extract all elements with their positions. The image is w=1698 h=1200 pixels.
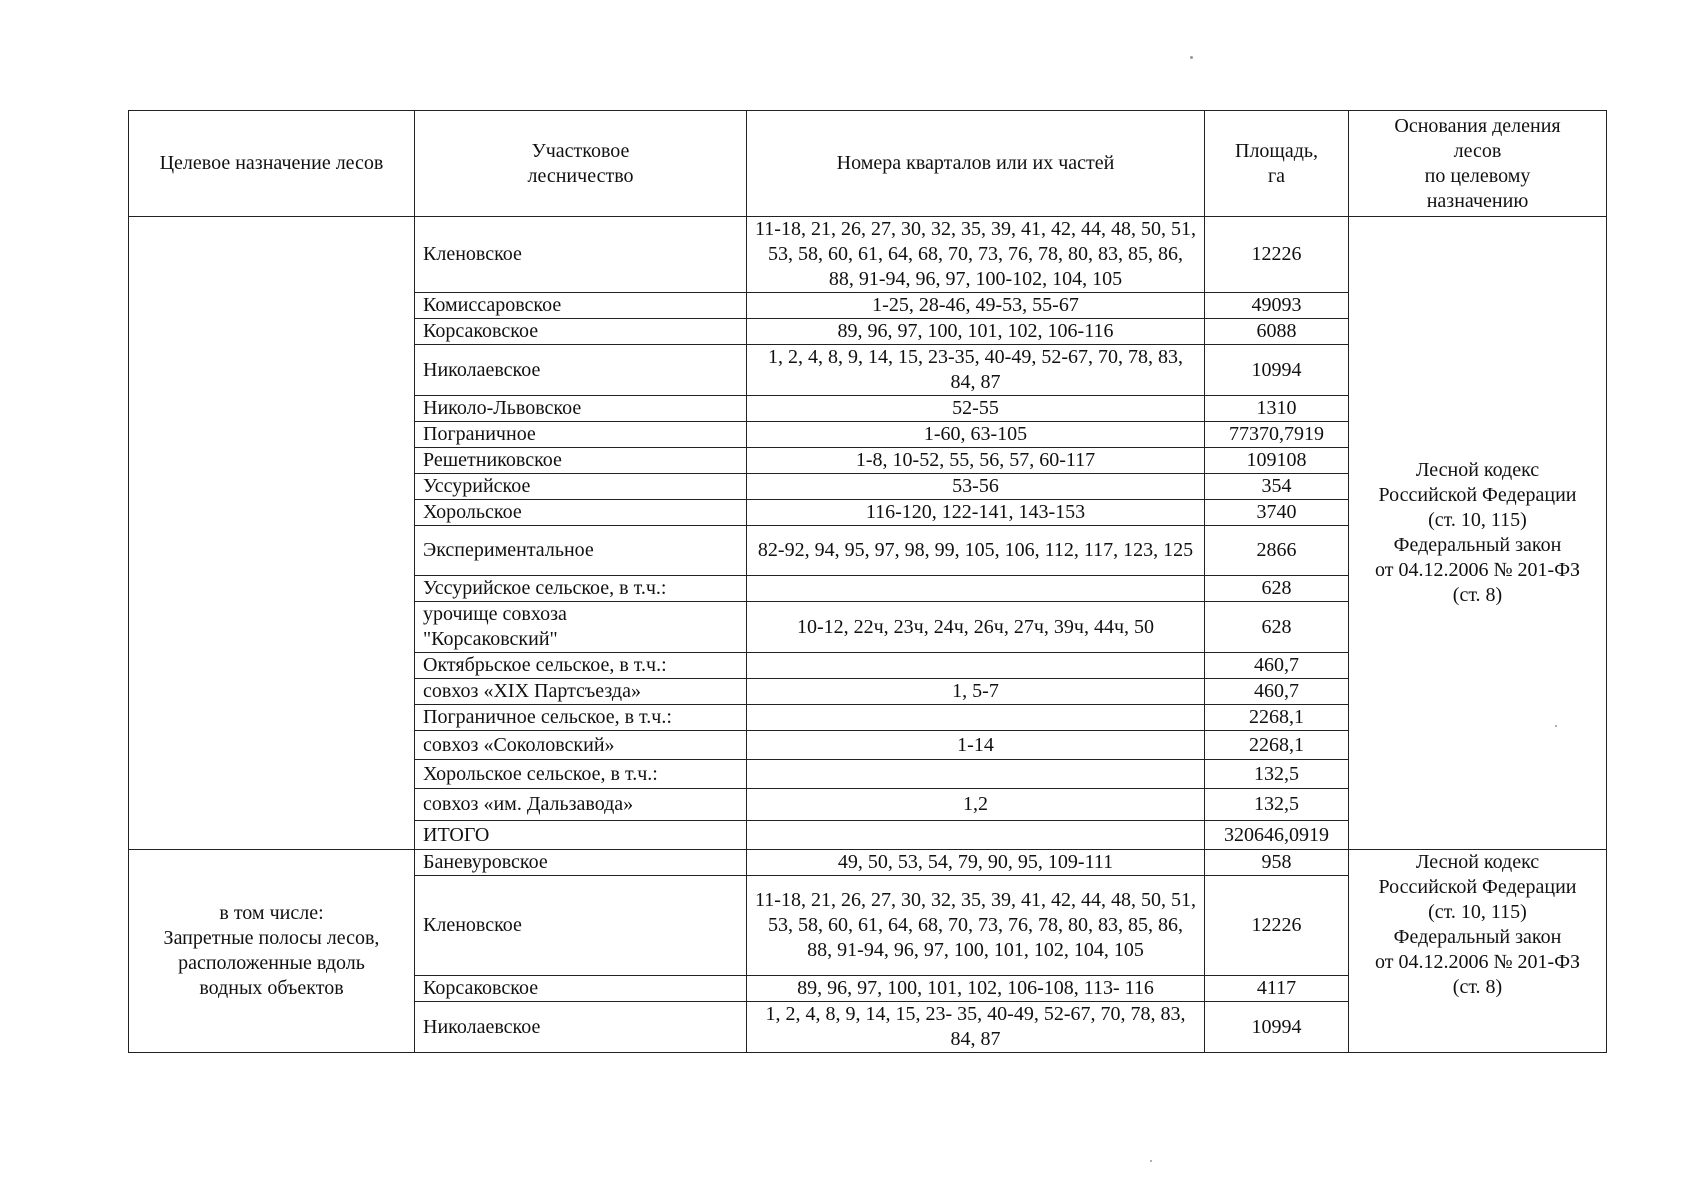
- purpose-cell: [129, 217, 415, 850]
- quarters-cell: 1, 5-7: [747, 679, 1205, 705]
- area-cell: 2268,1: [1205, 705, 1349, 731]
- quarters-cell: 11-18, 21, 26, 27, 30, 32, 35, 39, 41, 42, 44, 48, 50, 51, 53, 58, 60, 61, 64, 68, 70, 73, 76, 78, 80, 83, 85, 86, 88, 91-94, 96, 97, 100-102, 104, 105: [747, 217, 1205, 293]
- area-cell: 460,7: [1205, 653, 1349, 679]
- header-forestry: Участковое лесничество: [415, 111, 747, 217]
- forestry-cell: Корсаковское: [415, 976, 747, 1002]
- forestry-cell: Баневуровское: [415, 850, 747, 876]
- area-cell: 12226: [1205, 217, 1349, 293]
- area-cell: 4117: [1205, 976, 1349, 1002]
- area-cell: 354: [1205, 474, 1349, 500]
- forestry-cell: урочище совхоза "Корсаковский": [415, 602, 747, 653]
- forestry-cell: Экспериментальное: [415, 526, 747, 576]
- basis-cell: Лесной кодекс Российской Федерации (ст. 10, 115) Федеральный закон от 04.12.2006 № 201-ФЗ (ст. 8): [1349, 217, 1607, 850]
- forestry-cell: совхоз «Соколовский»: [415, 731, 747, 760]
- quarters-cell: 1, 2, 4, 8, 9, 14, 15, 23-35, 40-49, 52-67, 70, 78, 83, 84, 87: [747, 345, 1205, 396]
- area-cell: 132,5: [1205, 760, 1349, 789]
- area-cell: 3740: [1205, 500, 1349, 526]
- quarters-cell: 52-55: [747, 396, 1205, 422]
- forestry-cell: Корсаковское: [415, 319, 747, 345]
- header-area: Площадь, га: [1205, 111, 1349, 217]
- quarters-cell: 10-12, 22ч, 23ч, 24ч, 26ч, 27ч, 39ч, 44ч, 50: [747, 602, 1205, 653]
- forestry-cell: Решетниковское: [415, 448, 747, 474]
- quarters-cell: 1-25, 28-46, 49-53, 55-67: [747, 293, 1205, 319]
- quarters-cell: [747, 760, 1205, 789]
- header-purpose: Целевое назначение лесов: [129, 111, 415, 217]
- quarters-cell: [747, 821, 1205, 850]
- quarters-cell: [747, 653, 1205, 679]
- forestry-cell: Уссурийское сельское, в т.ч.:: [415, 576, 747, 602]
- quarters-cell: [747, 576, 1205, 602]
- quarters-cell: 89, 96, 97, 100, 101, 102, 106-116: [747, 319, 1205, 345]
- forestry-cell: Уссурийское: [415, 474, 747, 500]
- area-cell: 2866: [1205, 526, 1349, 576]
- forestry-cell: Николо-Львовское: [415, 396, 747, 422]
- area-cell: 628: [1205, 576, 1349, 602]
- forestry-cell: Хорольское: [415, 500, 747, 526]
- quarters-cell: 1,2: [747, 789, 1205, 821]
- scan-speck: [1555, 725, 1557, 727]
- forestry-cell: Хорольское сельское, в т.ч.:: [415, 760, 747, 789]
- area-cell: 628: [1205, 602, 1349, 653]
- header-quarters: Номера кварталов или их частей: [747, 111, 1205, 217]
- area-cell: 6088: [1205, 319, 1349, 345]
- forestry-cell: совхоз «им. Дальзавода»: [415, 789, 747, 821]
- forestry-cell: Кленовское: [415, 876, 747, 976]
- area-cell: 77370,7919: [1205, 422, 1349, 448]
- header-basis: Основания деления лесов по целевому назначению: [1349, 111, 1607, 217]
- quarters-cell: 82-92, 94, 95, 97, 98, 99, 105, 106, 112, 117, 123, 125: [747, 526, 1205, 576]
- forestry-cell: Пограничное: [415, 422, 747, 448]
- forestry-cell: Пограничное сельское, в т.ч.:: [415, 705, 747, 731]
- area-cell: 10994: [1205, 345, 1349, 396]
- forestry-cell: Кленовское: [415, 217, 747, 293]
- forestry-cell: совхоз «XIX Партсъезда»: [415, 679, 747, 705]
- table-header-row: [129, 111, 1607, 217]
- forestry-cell: ИТОГО: [415, 821, 747, 850]
- forestry-cell: Комиссаровское: [415, 293, 747, 319]
- forestry-cell: Николаевское: [415, 345, 747, 396]
- scan-speck: [1150, 1160, 1152, 1162]
- table-row: [129, 217, 1607, 293]
- quarters-cell: 49, 50, 53, 54, 79, 90, 95, 109-111: [747, 850, 1205, 876]
- area-cell: 132,5: [1205, 789, 1349, 821]
- area-cell: 109108: [1205, 448, 1349, 474]
- forestry-cell: Октябрьское сельское, в т.ч.:: [415, 653, 747, 679]
- basis-cell: Лесной кодекс Российской Федерации (ст. 10, 115) Федеральный закон от 04.12.2006 № 201-ФЗ (ст. 8): [1349, 850, 1607, 1053]
- table-row: [129, 850, 1607, 876]
- quarters-cell: 1, 2, 4, 8, 9, 14, 15, 23- 35, 40-49, 52-67, 70, 78, 83, 84, 87: [747, 1002, 1205, 1053]
- forest-purpose-table: [128, 110, 1607, 1053]
- area-cell: 1310: [1205, 396, 1349, 422]
- quarters-cell: 116-120, 122-141, 143-153: [747, 500, 1205, 526]
- area-cell: 12226: [1205, 876, 1349, 976]
- area-cell: 49093: [1205, 293, 1349, 319]
- area-cell: 320646,0919: [1205, 821, 1349, 850]
- quarters-cell: 89, 96, 97, 100, 101, 102, 106-108, 113- 116: [747, 976, 1205, 1002]
- forestry-cell: Николаевское: [415, 1002, 747, 1053]
- area-cell: 10994: [1205, 1002, 1349, 1053]
- quarters-cell: 1-14: [747, 731, 1205, 760]
- quarters-cell: 1-8, 10-52, 55, 56, 57, 60-117: [747, 448, 1205, 474]
- quarters-cell: 11-18, 21, 26, 27, 30, 32, 35, 39, 41, 42, 44, 48, 50, 51, 53, 58, 60, 61, 64, 68, 70, 73, 76, 78, 80, 83, 85, 86, 88, 91-94, 96, 97, 100, 101, 102, 104, 105: [747, 876, 1205, 976]
- area-cell: 2268,1: [1205, 731, 1349, 760]
- area-cell: 958: [1205, 850, 1349, 876]
- quarters-cell: 53-56: [747, 474, 1205, 500]
- scan-speck: [1190, 56, 1193, 59]
- area-cell: 460,7: [1205, 679, 1349, 705]
- purpose-cell: в том числе: Запретные полосы лесов, расположенные вдоль водных объектов: [129, 850, 415, 1053]
- quarters-cell: 1-60, 63-105: [747, 422, 1205, 448]
- quarters-cell: [747, 705, 1205, 731]
